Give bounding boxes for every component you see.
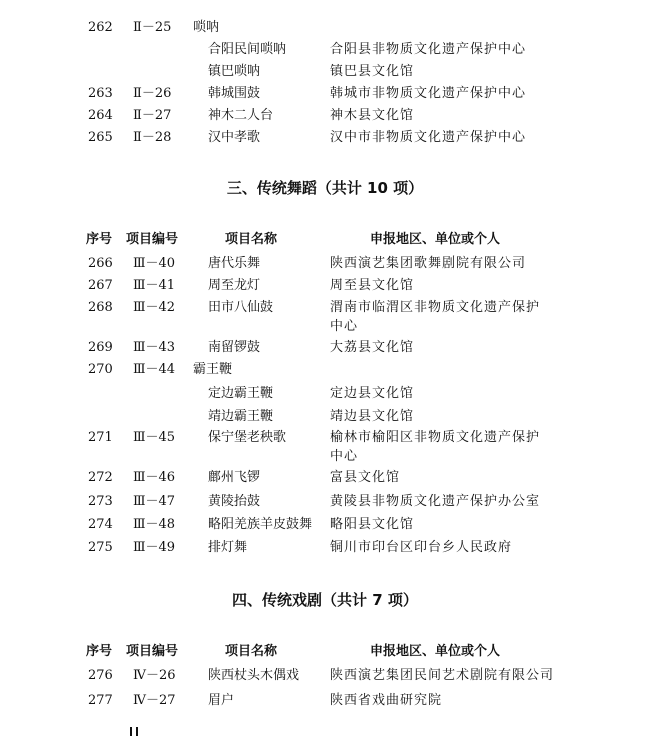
row-number: 275 xyxy=(88,540,113,555)
header-unit: 申报地区、单位或个人 xyxy=(370,644,501,659)
row-number: 270 xyxy=(88,362,113,377)
project-code: Ⅱ－25 xyxy=(133,20,172,35)
section-title-opera: 四、传统戏剧（共计 7 项） xyxy=(232,591,418,609)
row-number: 267 xyxy=(88,278,113,293)
applicant-unit: 铜川市印台区印台乡人民政府 xyxy=(330,540,513,555)
applicant-unit: 神木县文化馆 xyxy=(330,108,415,123)
row-number: 265 xyxy=(88,130,113,145)
project-name: 定边霸王鞭 xyxy=(208,386,274,401)
project-name: 田市八仙鼓 xyxy=(208,300,274,315)
header-number: 序号 xyxy=(86,644,113,659)
row-number: 276 xyxy=(88,668,113,683)
table-row xyxy=(0,491,650,513)
table-row-continuation xyxy=(0,316,650,338)
table-row xyxy=(0,406,650,428)
table-row xyxy=(0,359,650,381)
project-code: Ⅲ－44 xyxy=(133,362,176,377)
header-name: 项目名称 xyxy=(225,232,278,247)
table-row-continuation xyxy=(0,446,650,468)
row-number: 274 xyxy=(88,517,113,532)
project-code: Ⅱ－26 xyxy=(133,86,172,101)
project-name: 靖边霸王鞭 xyxy=(208,409,274,424)
project-name: 唢呐 xyxy=(193,20,220,35)
row-number: 277 xyxy=(88,693,113,708)
project-name: 南留锣鼓 xyxy=(208,340,261,355)
applicant-unit-continued: 中心 xyxy=(330,319,359,334)
applicant-unit: 陕西省戏曲研究院 xyxy=(330,693,443,708)
project-name: 周至龙灯 xyxy=(208,278,261,293)
section-title-dance: 三、传统舞蹈（共计 10 项） xyxy=(226,179,424,197)
cropped-text-fragment xyxy=(124,724,158,736)
header-name: 项目名称 xyxy=(225,644,278,659)
applicant-unit: 周至县文化馆 xyxy=(330,278,415,293)
header-code: 项目编号 xyxy=(126,232,179,247)
project-code: Ⅱ－28 xyxy=(133,130,172,145)
applicant-unit: 榆林市榆阳区非物质文化遗产保护 xyxy=(330,430,541,445)
applicant-unit: 汉中市非物质文化遗产保护中心 xyxy=(330,130,527,145)
applicant-unit: 大荔县文化馆 xyxy=(330,340,415,355)
project-name: 鄜州飞锣 xyxy=(208,470,261,485)
table-row xyxy=(0,253,650,275)
applicant-unit: 合阳县非物质文化遗产保护中心 xyxy=(330,42,527,57)
row-number: 268 xyxy=(88,300,113,315)
table-row xyxy=(0,83,650,105)
applicant-unit: 渭南市临渭区非物质文化遗产保护 xyxy=(330,300,541,315)
table-row xyxy=(0,337,650,359)
header-code: 项目编号 xyxy=(126,644,179,659)
applicant-unit: 略阳县文化馆 xyxy=(330,517,415,532)
table-header xyxy=(0,641,650,663)
project-code: Ⅲ－40 xyxy=(133,256,176,271)
project-code: Ⅳ－27 xyxy=(133,693,176,708)
table-row xyxy=(0,690,650,712)
project-code: Ⅲ－46 xyxy=(133,470,176,485)
project-code: Ⅲ－48 xyxy=(133,517,176,532)
table-row xyxy=(0,127,650,149)
project-name: 眉户 xyxy=(208,693,235,708)
applicant-unit: 富县文化馆 xyxy=(330,470,401,485)
table-row xyxy=(0,105,650,127)
project-name: 合阳民间唢呐 xyxy=(208,42,287,57)
project-name: 略阳羌族羊皮鼓舞 xyxy=(208,517,313,532)
project-name: 镇巴唢呐 xyxy=(208,64,261,79)
applicant-unit: 陕西演艺集团民间艺术剧院有限公司 xyxy=(330,668,555,683)
row-number: 273 xyxy=(88,494,113,509)
applicant-unit: 韩城市非物质文化遗产保护中心 xyxy=(330,86,527,101)
table-row xyxy=(0,537,650,559)
row-number: 264 xyxy=(88,108,113,123)
row-number: 269 xyxy=(88,340,113,355)
applicant-unit: 陕西演艺集团歌舞剧院有限公司 xyxy=(330,256,527,271)
applicant-unit: 靖边县文化馆 xyxy=(330,409,415,424)
project-code: Ⅲ－43 xyxy=(133,340,176,355)
project-name: 黄陵抬鼓 xyxy=(208,494,261,509)
project-code: Ⅲ－47 xyxy=(133,494,176,509)
row-number: 266 xyxy=(88,256,113,271)
project-name: 陕西杖头木偶戏 xyxy=(208,668,300,683)
table-row xyxy=(0,275,650,297)
project-code: Ⅲ－42 xyxy=(133,300,176,315)
row-number: 262 xyxy=(88,20,113,35)
applicant-unit: 镇巴县文化馆 xyxy=(330,64,415,79)
project-code: Ⅳ－26 xyxy=(133,668,176,683)
table-row xyxy=(0,17,650,39)
project-name: 霸王鞭 xyxy=(193,362,233,377)
project-name: 神木二人台 xyxy=(208,108,274,123)
applicant-unit: 定边县文化馆 xyxy=(330,386,415,401)
row-number: 263 xyxy=(88,86,113,101)
project-name: 汉中孝歌 xyxy=(208,130,261,145)
header-unit: 申报地区、单位或个人 xyxy=(370,232,501,247)
table-row xyxy=(0,665,650,687)
table-header xyxy=(0,229,650,251)
row-number: 272 xyxy=(88,470,113,485)
applicant-unit-continued: 中心 xyxy=(330,449,359,464)
table-row xyxy=(0,514,650,536)
header-number: 序号 xyxy=(86,232,113,247)
project-name: 韩城围鼓 xyxy=(208,86,261,101)
project-name: 保宁堡老秧歌 xyxy=(208,430,287,445)
project-code: Ⅲ－41 xyxy=(133,278,176,293)
row-number: 271 xyxy=(88,430,113,445)
project-code: Ⅲ－45 xyxy=(133,430,176,445)
project-name: 唐代乐舞 xyxy=(208,256,261,271)
table-row xyxy=(0,467,650,489)
table-row xyxy=(0,39,650,61)
project-code: Ⅱ－27 xyxy=(133,108,172,123)
project-name: 排灯舞 xyxy=(208,540,248,555)
project-code: Ⅲ－49 xyxy=(133,540,176,555)
table-row xyxy=(0,61,650,83)
table-row xyxy=(0,383,650,405)
applicant-unit: 黄陵县非物质文化遗产保护办公室 xyxy=(330,494,541,509)
